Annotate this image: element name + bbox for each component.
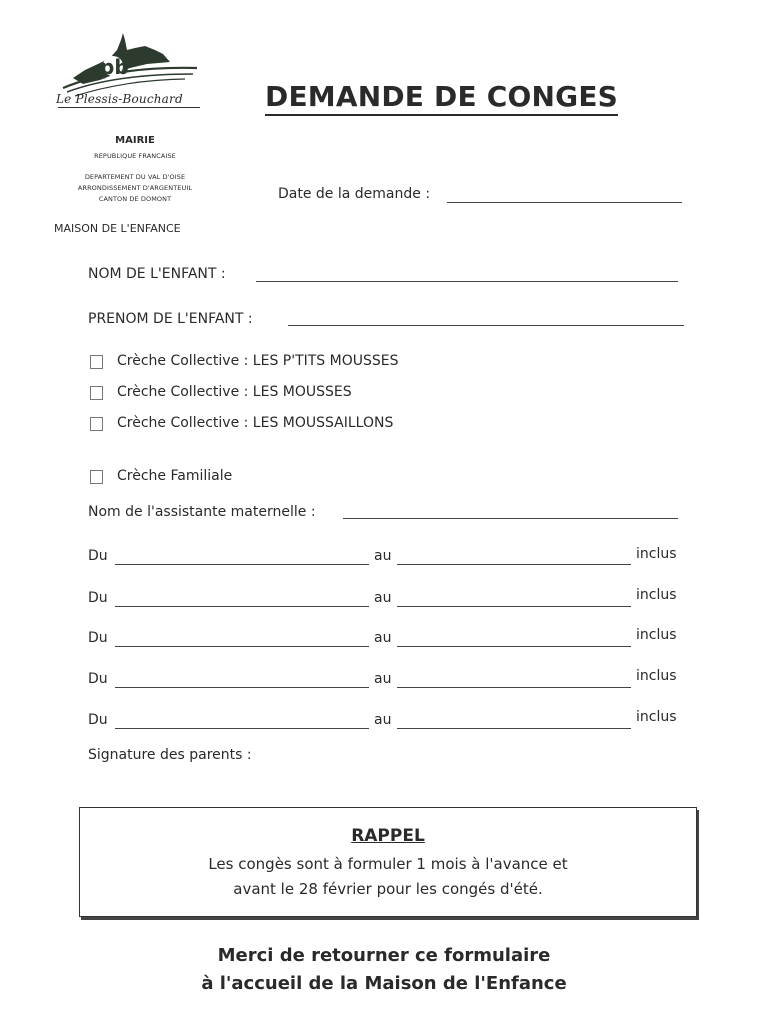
rappel-text: Les congès sont à formuler 1 mois à l'avance et avant le 28 février pour les congés d'été. (208, 855, 568, 898)
du-field[interactable] (115, 606, 369, 607)
creche-familiale-label: Crèche Familiale (117, 468, 233, 484)
creche-familiale-checkbox[interactable] (90, 470, 103, 484)
du-label: Du (88, 548, 108, 564)
republique-text: REPUBLIQUE FRANCAISE (94, 152, 176, 160)
du-label: Du (88, 630, 108, 646)
inclus-label: inclus (636, 587, 677, 603)
mairie-heading: MAIRIE (115, 135, 155, 146)
signature-label: Signature des parents : (88, 747, 252, 763)
du-field[interactable] (115, 564, 369, 565)
du-field[interactable] (115, 728, 369, 729)
au-field[interactable] (397, 728, 631, 729)
assistante-label: Nom de l'assistante maternelle : (88, 504, 316, 520)
au-label: au (374, 548, 392, 564)
page-title: DEMANDE DE CONGES (265, 80, 618, 116)
town-name: Le Plessis-Bouchard (56, 92, 183, 106)
inclus-label: inclus (636, 546, 677, 562)
creche-ptits-mousses-label: Crèche Collective : LES P'TITS MOUSSES (117, 353, 399, 369)
prenom-label: PRENOM DE L'ENFANT : (88, 311, 253, 327)
creche-moussaillons-checkbox[interactable] (90, 417, 103, 431)
assistante-field[interactable] (343, 518, 678, 519)
au-label: au (374, 712, 392, 728)
rappel-title: RAPPEL (351, 826, 425, 846)
du-label: Du (88, 712, 108, 728)
au-field[interactable] (397, 606, 631, 607)
departement-text: DEPARTEMENT DU VAL D'OISE (84, 173, 186, 181)
creche-moussaillons-label: Crèche Collective : LES MOUSSAILLONS (117, 415, 394, 431)
maison-enfance-label: MAISON DE L'ENFANCE (54, 222, 181, 235)
nom-label: NOM DE L'ENFANT : (88, 266, 226, 282)
au-label: au (374, 590, 392, 606)
closing-message: Merci de retourner ce formulaire à l'accueil de la Maison de l'Enfance (201, 945, 567, 994)
du-label: Du (88, 671, 108, 687)
du-field[interactable] (115, 646, 369, 647)
au-label: au (374, 630, 392, 646)
au-field[interactable] (397, 646, 631, 647)
creche-mousses-checkbox[interactable] (90, 386, 103, 400)
date-field[interactable] (447, 202, 682, 203)
creche-mousses-label: Crèche Collective : LES MOUSSES (117, 384, 352, 400)
logo-underline (58, 107, 200, 108)
au-field[interactable] (397, 687, 631, 688)
nom-field[interactable] (256, 281, 678, 282)
date-label: Date de la demande : (278, 186, 431, 202)
inclus-label: inclus (636, 668, 677, 684)
au-field[interactable] (397, 564, 631, 565)
rappel-box (79, 807, 697, 917)
du-label: Du (88, 590, 108, 606)
inclus-label: inclus (636, 709, 677, 725)
creche-ptits-mousses-checkbox[interactable] (90, 355, 103, 369)
du-field[interactable] (115, 687, 369, 688)
inclus-label: inclus (636, 627, 677, 643)
arrondissement-text: ARRONDISSEMENT D'ARGENTEUIL (77, 184, 193, 192)
logo-monogram: pb (100, 55, 129, 79)
canton-text: CANTON DE DOMONT (98, 195, 172, 203)
au-label: au (374, 671, 392, 687)
prenom-field[interactable] (288, 325, 684, 326)
